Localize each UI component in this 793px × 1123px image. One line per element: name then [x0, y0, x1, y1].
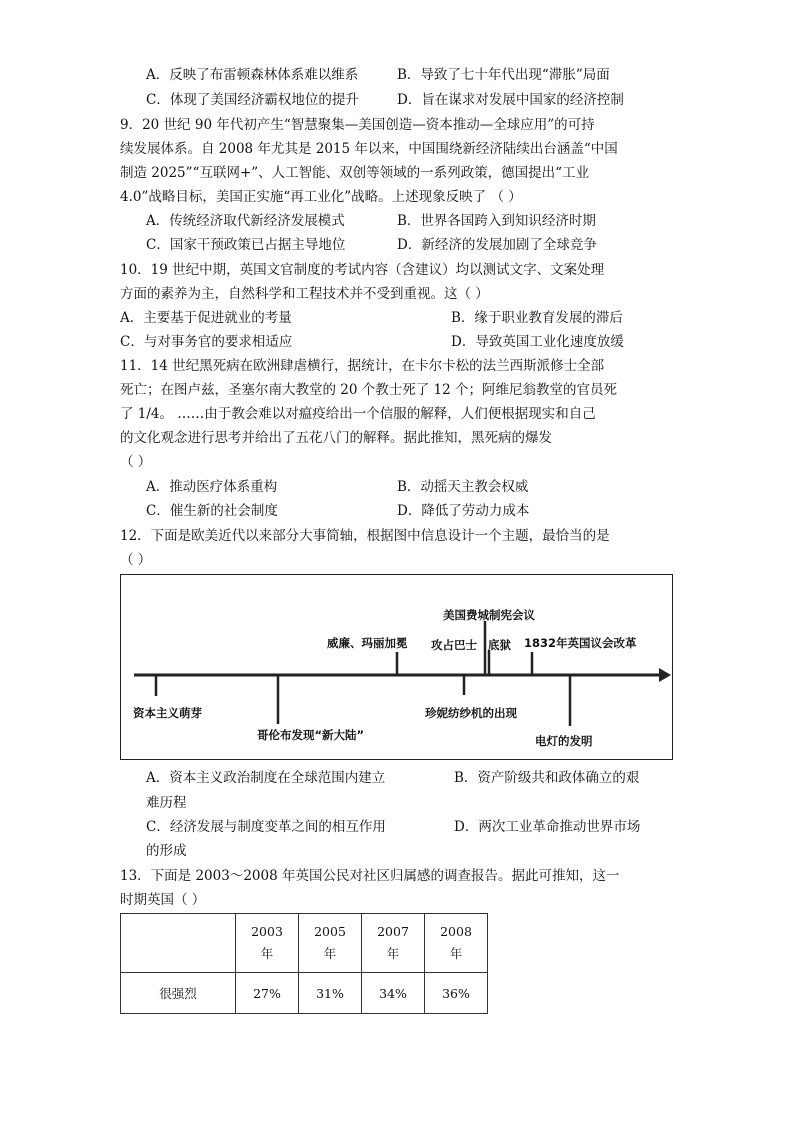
- q10-stem-line-2: 方面的素养为主，自然科学和工程技术并不受到重视。这（ ）: [120, 286, 489, 302]
- q8-option-d: D．旨在谋求对发展中国家的经济控制: [397, 92, 624, 108]
- q12-option-a: A．资本主义政治制度在全球范围内建立: [146, 770, 386, 786]
- q12-option-d: D．两次工业革命推动世界市场: [454, 819, 641, 835]
- event-philadelphia-convention: 美国费城制宪会议: [443, 608, 535, 622]
- table-row: [121, 973, 488, 1014]
- event-william-mary-coronation: 威廉、玛丽加冕: [327, 636, 408, 650]
- survey-table: [120, 913, 488, 1014]
- year-header-2005: 2005 年: [299, 914, 362, 973]
- timeline-arrowhead: [659, 668, 671, 682]
- q12-option-b-continued: 难历程: [146, 795, 187, 811]
- q9-option-a: A．传统经济取代新经济发展模式: [146, 213, 345, 229]
- q11-stem-line-4: 的文化观念进行思考并给出了五花八门的解释。据此推知，黑死病的爆发: [120, 430, 552, 446]
- q8-option-c: C．体现了美国经济霸权地位的提升: [146, 92, 359, 108]
- q9-stem-line-3: 制造 2025”“互联网+”、人工智能、双创等领域的一系列政策，德国提出“工业: [120, 165, 590, 181]
- q12-stem-line-1: 12．下面是欧美近代以来部分大事简轴，根据图中信息设计一个主题，最恰当的是: [120, 528, 610, 544]
- q8-option-b: B．导致了七十年代出现“滞胀”局面: [397, 67, 610, 83]
- q8-option-a: A．反映了布雷顿森林体系难以维系: [146, 67, 359, 83]
- event-columbus-new-world: 哥伦布发现“新大陆”: [257, 728, 365, 742]
- q11-option-d: D．降低了劳动力成本: [397, 503, 530, 519]
- year-header-2007: 2007 年: [362, 914, 425, 973]
- q10-option-a: A．主要基于促进就业的考量: [120, 310, 292, 326]
- q10-option-b: B．缘于职业教育发展的滞后: [451, 310, 623, 326]
- q9-option-d: D．新经济的发展加剧了全球竞争: [397, 237, 597, 253]
- table-corner-cell: [121, 914, 236, 973]
- value-2007: 34%: [362, 973, 425, 1014]
- row-label-very-strong: 很强烈: [121, 973, 236, 1014]
- value-2003: 27%: [236, 973, 299, 1014]
- q9-stem-line-2: 续发展体系。自 2008 年尤其是 2015 年以来，中国围绕新经济陆续出台涵盖“中国: [120, 141, 618, 157]
- q11-option-c: C．催生新的社会制度: [146, 503, 278, 519]
- q12-option-c: C．经济发展与制度变革之间的相互作用: [146, 819, 386, 835]
- q11-option-b: B．动摇天主教会权威: [397, 479, 529, 495]
- q11-stem-line-1: 11．14 世纪黑死病在欧洲肆虐横行，据统计，在卡尔卡松的法兰西斯派修士全部: [120, 358, 605, 374]
- event-storming-bastille-b: 底狱: [488, 638, 511, 652]
- event-capitalism-sprouts: 资本主义萌芽: [133, 706, 202, 720]
- q11-option-a: A．推动医疗体系重构: [146, 479, 278, 495]
- value-2008: 36%: [425, 973, 488, 1014]
- q13-stem-line-2: 时期英国（ ）: [120, 892, 206, 908]
- q12-option-d-continued: 的形成: [146, 843, 187, 859]
- q9-option-b: B．世界各国跨入到知识经济时期: [397, 213, 596, 229]
- timeline-diagram: [120, 574, 673, 760]
- q9-stem-line-4: 4.0”战略目标，美国正实施“再工业化”战略。上述现象反映了 （ ）: [120, 189, 522, 205]
- event-light-bulb: 电灯的发明: [535, 734, 593, 748]
- event-reform-act-1832: 1832年英国议会改革: [524, 636, 637, 650]
- q13-stem-line-1: 13．下面是 2003～2008 年英国公民对社区归属感的调查报告。据此可推知，这一: [120, 868, 620, 884]
- q11-stem-line-2: 死亡；在图卢兹，圣塞尔南大教堂的 20 个教士死了 12 个；阿维尼翁教堂的官员死: [120, 382, 618, 398]
- event-storming-bastille-a: 攻占巴士: [431, 638, 477, 652]
- q11-stem-line-3: 了 1/4。 ……由于教会难以对瘟疫给出一个信服的解释，人们便根据现实和自己: [120, 406, 596, 422]
- table-header-row: [121, 914, 488, 973]
- q10-option-d: D．导致英国工业化速度放缓: [451, 334, 624, 350]
- year-header-2008: 2008 年: [425, 914, 488, 973]
- q12-option-b: B．资产阶级共和政体确立的艰: [454, 770, 640, 786]
- value-2005: 31%: [299, 973, 362, 1014]
- q11-answer-bracket: （ ）: [120, 454, 152, 470]
- q9-option-c: C．国家干预政策已占据主导地位: [146, 237, 346, 253]
- event-spinning-jenny: 珍妮纺纱机的出现: [425, 706, 517, 720]
- q9-stem-line-1: 9．20 世纪 90 年代初产生“智慧聚集—美国创造—资本推动—全球应用”的可持: [120, 117, 595, 133]
- q10-option-c: C．与对事务官的要求相适应: [120, 334, 293, 350]
- q12-answer-bracket: （ ）: [120, 552, 152, 568]
- q10-stem-line-1: 10．19 世纪中期，英国文官制度的考试内容（含建议）均以测试文字、文案处理: [120, 262, 605, 278]
- year-header-2003: 2003 年: [236, 914, 299, 973]
